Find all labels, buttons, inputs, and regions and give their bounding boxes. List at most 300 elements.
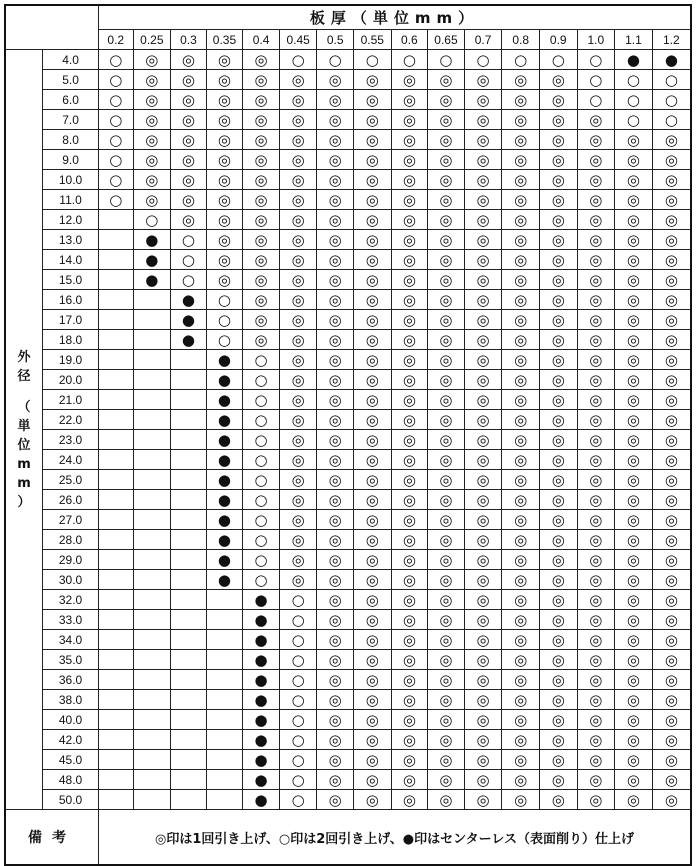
table-cell — [171, 210, 207, 230]
double-circle-mark: ◎ — [439, 471, 453, 489]
double-circle-mark: ◎ — [402, 771, 416, 789]
table-cell — [279, 370, 317, 390]
axis-label-char: 径 — [17, 368, 31, 384]
double-circle-mark: ◎ — [626, 291, 640, 309]
double-circle-mark: ◎ — [328, 771, 342, 789]
table-cell — [464, 210, 502, 230]
table-cell — [615, 430, 653, 450]
table-cell — [279, 410, 317, 430]
thickness-column-header: 0.5 — [317, 30, 354, 50]
table-cell — [539, 290, 577, 310]
double-circle-mark: ◎ — [589, 771, 603, 789]
double-circle-mark: ◎ — [476, 651, 490, 669]
table-cell — [577, 210, 615, 230]
table-cell — [391, 270, 428, 290]
table-cell — [354, 650, 392, 670]
table-cell — [502, 690, 540, 710]
table-cell — [652, 730, 691, 750]
circle-mark: ○ — [217, 331, 232, 349]
table-cell — [354, 750, 392, 770]
double-circle-mark: ◎ — [439, 651, 453, 669]
table-cell — [317, 310, 354, 330]
table-cell — [577, 350, 615, 370]
double-circle-mark: ◎ — [664, 351, 678, 369]
empty-cell — [98, 390, 133, 410]
empty-cell — [98, 410, 133, 430]
table-cell — [171, 90, 207, 110]
outer-diameter-value: 34.0 — [43, 630, 99, 650]
table-cell — [428, 570, 465, 590]
table-cell — [577, 90, 615, 110]
circle-mark: ○ — [439, 51, 453, 69]
table-cell — [615, 390, 653, 410]
double-circle-mark: ◎ — [664, 591, 678, 609]
table-cell — [428, 470, 465, 490]
table-cell — [354, 50, 392, 70]
double-circle-mark: ◎ — [145, 111, 159, 129]
double-circle-mark: ◎ — [626, 551, 640, 569]
table-cell — [279, 170, 317, 190]
table-cell — [652, 330, 691, 350]
double-circle-mark: ◎ — [439, 431, 453, 449]
double-circle-mark: ◎ — [328, 371, 342, 389]
table-cell — [464, 50, 502, 70]
table-cell — [652, 50, 691, 70]
table-cell — [206, 270, 243, 290]
table-cell — [502, 190, 540, 210]
table-cell — [539, 250, 577, 270]
outer-diameter-value: 25.0 — [43, 470, 99, 490]
circle-mark: ○ — [145, 211, 159, 229]
circle-mark: ○ — [291, 591, 305, 609]
double-circle-mark: ◎ — [365, 331, 379, 349]
double-circle-mark: ◎ — [626, 351, 640, 369]
double-circle-mark: ◎ — [514, 311, 528, 329]
double-circle-mark: ◎ — [439, 211, 453, 229]
table-cell — [577, 650, 615, 670]
table-cell — [279, 650, 317, 670]
table-cell — [279, 350, 317, 370]
empty-cell — [171, 790, 207, 810]
table-cell — [615, 590, 653, 610]
thickness-column-header: 0.9 — [539, 30, 577, 50]
table-cell — [615, 450, 653, 470]
table-cell — [428, 590, 465, 610]
outer-diameter-value: 13.0 — [43, 230, 99, 250]
double-circle-mark: ◎ — [365, 371, 379, 389]
table-cell — [428, 710, 465, 730]
empty-cell — [133, 670, 171, 690]
table-cell — [577, 430, 615, 450]
double-circle-mark: ◎ — [476, 491, 490, 509]
double-circle-mark: ◎ — [589, 431, 603, 449]
table-cell — [577, 110, 615, 130]
empty-cell — [171, 610, 207, 630]
outer-diameter-value: 35.0 — [43, 650, 99, 670]
table-cell — [539, 550, 577, 570]
table-cell — [428, 330, 465, 350]
empty-cell — [133, 770, 171, 790]
double-circle-mark: ◎ — [664, 331, 678, 349]
table-cell — [317, 590, 354, 610]
table-cell — [317, 510, 354, 530]
table-cell — [279, 790, 317, 810]
outer-diameter-value: 16.0 — [43, 290, 99, 310]
outer-diameter-value: 8.0 — [43, 130, 99, 150]
double-circle-mark: ◎ — [439, 71, 453, 89]
table-row — [5, 110, 691, 130]
table-cell — [206, 110, 243, 130]
table-cell — [391, 790, 428, 810]
double-circle-mark: ◎ — [664, 411, 678, 429]
double-circle-mark: ◎ — [291, 151, 305, 169]
table-cell — [428, 350, 465, 370]
table-cell — [577, 270, 615, 290]
double-circle-mark: ◎ — [664, 371, 678, 389]
table-cell — [615, 570, 653, 590]
empty-cell — [133, 650, 171, 670]
double-circle-mark: ◎ — [589, 791, 603, 809]
table-cell — [577, 590, 615, 610]
table-cell — [577, 450, 615, 470]
double-circle-mark: ◎ — [589, 231, 603, 249]
table-cell — [317, 50, 354, 70]
table-cell — [133, 270, 171, 290]
table-cell — [317, 150, 354, 170]
table-cell — [98, 70, 133, 90]
table-cell — [354, 190, 392, 210]
table-cell — [279, 670, 317, 690]
filled-circle-mark: ● — [217, 411, 232, 429]
double-circle-mark: ◎ — [664, 511, 678, 529]
circle-mark: ○ — [664, 111, 678, 129]
table-cell — [243, 510, 280, 530]
double-circle-mark: ◎ — [626, 531, 640, 549]
double-circle-mark: ◎ — [664, 651, 678, 669]
double-circle-mark: ◎ — [291, 291, 305, 309]
circle-mark: ○ — [109, 91, 123, 109]
table-cell — [391, 490, 428, 510]
double-circle-mark: ◎ — [402, 471, 416, 489]
empty-cell — [98, 530, 133, 550]
double-circle-mark: ◎ — [291, 331, 305, 349]
table-cell — [577, 130, 615, 150]
double-circle-mark: ◎ — [476, 271, 490, 289]
double-circle-mark: ◎ — [626, 451, 640, 469]
table-cell — [279, 570, 317, 590]
double-circle-mark: ◎ — [664, 751, 678, 769]
double-circle-mark: ◎ — [626, 431, 640, 449]
table-cell — [615, 750, 653, 770]
filled-circle-mark: ● — [217, 451, 232, 469]
outer-diameter-value: 48.0 — [43, 770, 99, 790]
filled-circle-mark: ● — [254, 671, 268, 689]
double-circle-mark: ◎ — [402, 371, 416, 389]
double-circle-mark: ◎ — [514, 131, 528, 149]
table-cell — [98, 110, 133, 130]
double-circle-mark: ◎ — [254, 291, 268, 309]
double-circle-mark: ◎ — [402, 551, 416, 569]
circle-mark: ○ — [181, 231, 195, 249]
double-circle-mark: ◎ — [626, 311, 640, 329]
table-cell — [577, 70, 615, 90]
table-cell — [615, 690, 653, 710]
double-circle-mark: ◎ — [589, 171, 603, 189]
double-circle-mark: ◎ — [551, 351, 565, 369]
double-circle-mark: ◎ — [626, 251, 640, 269]
table-cell — [354, 370, 392, 390]
table-cell — [652, 350, 691, 370]
double-circle-mark: ◎ — [439, 731, 453, 749]
double-circle-mark: ◎ — [551, 711, 565, 729]
circle-mark: ○ — [217, 291, 232, 309]
table-cell — [391, 530, 428, 550]
table-cell — [464, 790, 502, 810]
double-circle-mark: ◎ — [365, 731, 379, 749]
table-cell — [464, 610, 502, 630]
double-circle-mark: ◎ — [439, 451, 453, 469]
filled-circle-mark: ● — [181, 331, 195, 349]
circle-mark: ○ — [626, 91, 640, 109]
thickness-column-header: 0.45 — [279, 30, 317, 50]
table-cell — [502, 570, 540, 590]
double-circle-mark: ◎ — [551, 71, 565, 89]
table-cell — [652, 610, 691, 630]
table-row — [5, 250, 691, 270]
empty-cell — [133, 550, 171, 570]
empty-cell — [133, 690, 171, 710]
double-circle-mark: ◎ — [514, 111, 528, 129]
double-circle-mark: ◎ — [514, 251, 528, 269]
double-circle-mark: ◎ — [328, 71, 342, 89]
table-cell — [502, 410, 540, 430]
table-cell — [317, 570, 354, 590]
circle-mark: ○ — [217, 311, 232, 329]
table-cell — [354, 670, 392, 690]
table-cell — [391, 370, 428, 390]
filled-circle-mark: ● — [217, 371, 232, 389]
table-cell — [502, 90, 540, 110]
double-circle-mark: ◎ — [514, 771, 528, 789]
table-cell — [428, 690, 465, 710]
table-cell — [206, 210, 243, 230]
table-cell — [428, 230, 465, 250]
double-circle-mark: ◎ — [328, 151, 342, 169]
table-cell — [391, 650, 428, 670]
empty-cell — [98, 270, 133, 290]
table-row — [5, 550, 691, 570]
double-circle-mark: ◎ — [439, 131, 453, 149]
table-cell — [243, 370, 280, 390]
table-row — [5, 530, 691, 550]
filled-circle-mark: ● — [626, 51, 640, 69]
table-cell — [206, 430, 243, 450]
double-circle-mark: ◎ — [514, 271, 528, 289]
double-circle-mark: ◎ — [254, 311, 268, 329]
table-cell — [206, 510, 243, 530]
double-circle-mark: ◎ — [328, 231, 342, 249]
table-row — [5, 290, 691, 310]
outer-diameter-value: 9.0 — [43, 150, 99, 170]
empty-cell — [206, 790, 243, 810]
table-cell — [391, 210, 428, 230]
double-circle-mark: ◎ — [589, 271, 603, 289]
table-cell — [502, 750, 540, 770]
table-cell — [652, 450, 691, 470]
table-cell — [206, 530, 243, 550]
table-cell — [652, 410, 691, 430]
thickness-column-header: 0.65 — [428, 30, 465, 50]
double-circle-mark: ◎ — [589, 351, 603, 369]
table-cell — [171, 330, 207, 350]
table-cell — [652, 650, 691, 670]
table-cell — [615, 650, 653, 670]
double-circle-mark: ◎ — [551, 151, 565, 169]
double-circle-mark: ◎ — [365, 251, 379, 269]
table-cell — [391, 710, 428, 730]
double-circle-mark: ◎ — [514, 711, 528, 729]
empty-cell — [133, 310, 171, 330]
double-circle-mark: ◎ — [514, 551, 528, 569]
table-cell — [502, 310, 540, 330]
double-circle-mark: ◎ — [589, 391, 603, 409]
double-circle-mark: ◎ — [291, 111, 305, 129]
double-circle-mark: ◎ — [589, 571, 603, 589]
table-cell — [317, 550, 354, 570]
table-cell — [615, 50, 653, 70]
axis-label-char: 位 — [17, 437, 31, 453]
table-cell — [464, 270, 502, 290]
table-cell — [502, 230, 540, 250]
table-cell — [391, 750, 428, 770]
double-circle-mark: ◎ — [551, 591, 565, 609]
table-cell — [539, 690, 577, 710]
double-circle-mark: ◎ — [626, 171, 640, 189]
circle-mark: ○ — [291, 631, 305, 649]
double-circle-mark: ◎ — [476, 291, 490, 309]
empty-cell — [98, 310, 133, 330]
empty-cell — [98, 690, 133, 710]
table-cell — [502, 710, 540, 730]
double-circle-mark: ◎ — [476, 531, 490, 549]
table-cell — [464, 230, 502, 250]
table-cell — [391, 770, 428, 790]
table-cell — [354, 610, 392, 630]
table-cell — [243, 730, 280, 750]
double-circle-mark: ◎ — [476, 631, 490, 649]
filled-circle-mark: ● — [664, 51, 678, 69]
double-circle-mark: ◎ — [514, 451, 528, 469]
double-circle-mark: ◎ — [626, 231, 640, 249]
table-row — [5, 310, 691, 330]
table-cell — [354, 710, 392, 730]
double-circle-mark: ◎ — [551, 211, 565, 229]
table-cell — [243, 330, 280, 350]
axis-label-char: m — [17, 456, 31, 472]
table-cell — [171, 230, 207, 250]
table-cell — [317, 230, 354, 250]
double-circle-mark: ◎ — [514, 71, 528, 89]
double-circle-mark: ◎ — [145, 171, 159, 189]
table-cell — [428, 730, 465, 750]
table-cell — [577, 470, 615, 490]
circle-mark: ○ — [109, 71, 123, 89]
double-circle-mark: ◎ — [551, 611, 565, 629]
table-cell — [539, 390, 577, 410]
double-circle-mark: ◎ — [514, 651, 528, 669]
double-circle-mark: ◎ — [365, 711, 379, 729]
double-circle-mark: ◎ — [328, 651, 342, 669]
table-cell — [243, 570, 280, 590]
table-row — [5, 50, 691, 70]
double-circle-mark: ◎ — [328, 131, 342, 149]
table-cell — [464, 510, 502, 530]
thickness-column-header: 0.6 — [391, 30, 428, 50]
table-cell — [464, 430, 502, 450]
double-circle-mark: ◎ — [365, 311, 379, 329]
double-circle-mark: ◎ — [328, 551, 342, 569]
table-cell — [279, 290, 317, 310]
table-cell — [391, 570, 428, 590]
table-row — [5, 790, 691, 810]
table-cell — [206, 190, 243, 210]
table-cell — [171, 130, 207, 150]
table-cell — [539, 570, 577, 590]
table-cell — [615, 670, 653, 690]
empty-cell — [98, 550, 133, 570]
table-cell — [539, 750, 577, 770]
double-circle-mark: ◎ — [365, 231, 379, 249]
double-circle-mark: ◎ — [254, 251, 268, 269]
table-cell — [652, 750, 691, 770]
table-cell — [428, 50, 465, 70]
filled-circle-mark: ● — [254, 751, 268, 769]
double-circle-mark: ◎ — [476, 351, 490, 369]
table-cell — [464, 90, 502, 110]
table-cell — [502, 150, 540, 170]
table-cell — [615, 250, 653, 270]
double-circle-mark: ◎ — [664, 251, 678, 269]
table-cell — [652, 690, 691, 710]
double-circle-mark: ◎ — [439, 291, 453, 309]
double-circle-mark: ◎ — [551, 331, 565, 349]
table-cell — [243, 410, 280, 430]
table-cell — [577, 610, 615, 630]
thickness-column-header: 0.25 — [133, 30, 171, 50]
double-circle-mark: ◎ — [551, 791, 565, 809]
double-circle-mark: ◎ — [476, 131, 490, 149]
double-circle-mark: ◎ — [664, 631, 678, 649]
double-circle-mark: ◎ — [664, 391, 678, 409]
table-cell — [539, 770, 577, 790]
table-cell — [539, 170, 577, 190]
table-cell — [279, 510, 317, 530]
double-circle-mark: ◎ — [514, 571, 528, 589]
double-circle-mark: ◎ — [664, 551, 678, 569]
double-circle-mark: ◎ — [664, 451, 678, 469]
table-cell — [502, 450, 540, 470]
double-circle-mark: ◎ — [145, 151, 159, 169]
table-cell — [391, 630, 428, 650]
thickness-column-header: 0.8 — [502, 30, 540, 50]
double-circle-mark: ◎ — [402, 791, 416, 809]
empty-cell — [133, 570, 171, 590]
table-cell — [317, 470, 354, 490]
empty-cell — [206, 750, 243, 770]
table-cell — [243, 650, 280, 670]
outer-diameter-value: 45.0 — [43, 750, 99, 770]
table-cell — [652, 290, 691, 310]
